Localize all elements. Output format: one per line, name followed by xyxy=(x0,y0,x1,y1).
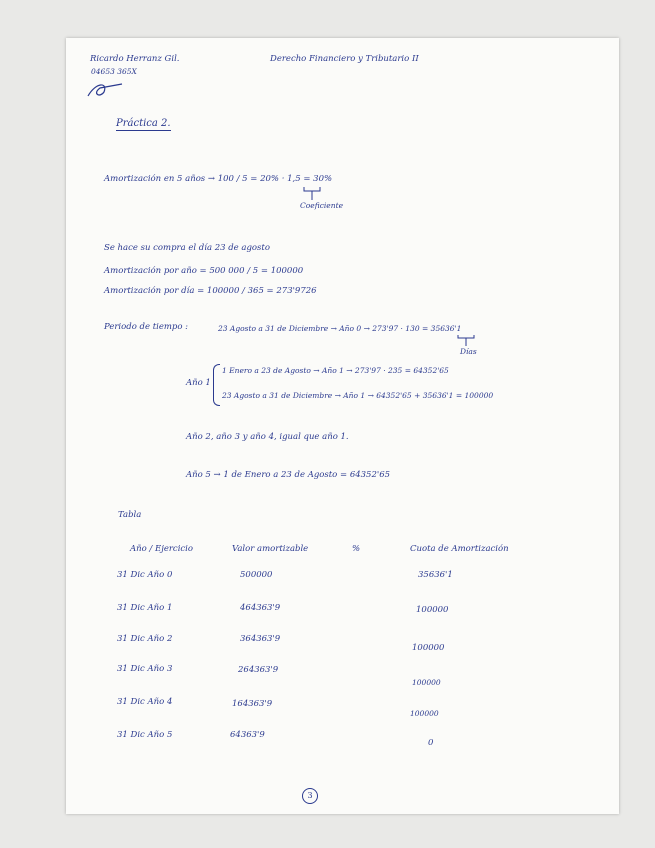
table-header-pct: % xyxy=(352,544,361,554)
days-label: Días xyxy=(460,347,477,356)
daily-amortization-line: Amortización por día = 100000 / 365 = 273'9726 xyxy=(104,286,317,296)
table-header-cuota: Cuota de Amortización xyxy=(410,544,509,554)
table-cell-valor: 164363'9 xyxy=(232,699,273,709)
period-label: Periodo de tiempo : xyxy=(104,322,189,332)
page-number: 3 xyxy=(302,788,318,804)
table-cell-valor: 364363'9 xyxy=(240,634,281,644)
year1-line-a: 1 Enero a 23 de Agosto → Año 1 → 273'97 · 235 = 64352'65 xyxy=(222,366,449,375)
table-header-ejercicio: Año / Ejercicio xyxy=(130,544,194,554)
days-bracket xyxy=(456,334,476,348)
signature xyxy=(86,80,126,100)
table-cell-valor: 464363'9 xyxy=(240,603,281,613)
year1-label: Año 1 xyxy=(186,378,211,388)
purchase-date-line: Se hace su compra el día 23 de agosto xyxy=(104,243,270,253)
table-cell-cuota: 100000 xyxy=(416,605,449,615)
table-cell-ejercicio: 31 Dic Año 4 xyxy=(117,697,173,707)
author-name: Ricardo Herranz Gil. xyxy=(90,54,180,64)
year5-line: Año 5 → 1 de Enero a 23 de Agosto = 64352'65 xyxy=(186,470,391,480)
amortization-line: Amortización en 5 años → 100 / 5 = 20% · 1,5 = 30% xyxy=(104,174,333,184)
table-cell-valor: 264363'9 xyxy=(238,665,279,675)
table-cell-cuota: 100000 xyxy=(412,678,441,687)
table-label: Tabla xyxy=(118,510,142,520)
annual-amortization-line: Amortización por año = 500 000 / 5 = 100000 xyxy=(104,266,304,276)
table-cell-ejercicio: 31 Dic Año 2 xyxy=(117,634,173,644)
table-cell-valor: 64363'9 xyxy=(230,730,265,740)
table-header-valor: Valor amortizable xyxy=(232,544,309,554)
coefficient-bracket xyxy=(302,186,322,202)
student-id: 04653 365X xyxy=(91,67,137,76)
table-cell-ejercicio: 31 Dic Año 5 xyxy=(117,730,173,740)
year1-line-b: 23 Agosto a 31 de Diciembre → Año 1 → 64352'65 + 35636'1 = 100000 xyxy=(222,391,494,400)
table-cell-ejercicio: 31 Dic Año 0 xyxy=(117,570,173,580)
table-cell-valor: 500000 xyxy=(240,570,273,580)
course-name: Derecho Financiero y Tributario II xyxy=(270,54,419,64)
table-cell-cuota: 35636'1 xyxy=(418,570,453,580)
period-year0-line: 23 Agosto a 31 de Diciembre → Año 0 → 273'97 · 130 = 35636'1 xyxy=(218,324,462,333)
table-cell-cuota: 100000 xyxy=(410,709,439,718)
table-cell-ejercicio: 31 Dic Año 1 xyxy=(117,603,173,613)
years-2-4-line: Año 2, año 3 y año 4, igual que año 1. xyxy=(186,432,349,442)
table-cell-cuota: 100000 xyxy=(412,643,445,653)
coefficient-label: Coeficiente xyxy=(300,201,344,210)
year1-brace xyxy=(213,364,220,406)
table-cell-ejercicio: 31 Dic Año 3 xyxy=(117,664,173,674)
table-cell-cuota: 0 xyxy=(428,738,434,748)
page-title: Práctica 2. xyxy=(116,118,171,129)
